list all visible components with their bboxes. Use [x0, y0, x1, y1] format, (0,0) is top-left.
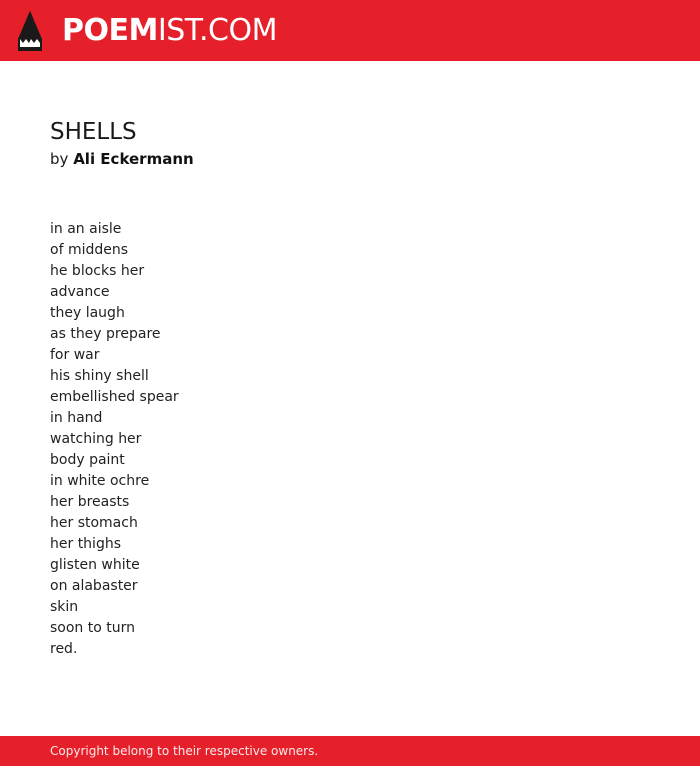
- poem-line: he blocks her: [50, 263, 145, 279]
- poem-title: SHELLS: [50, 119, 137, 145]
- poem-line: watching her: [50, 431, 142, 447]
- poem-line: they laugh: [50, 305, 125, 321]
- site-footer: [0, 736, 700, 766]
- poem-line: in white ochre: [50, 473, 150, 489]
- poem-line: soon to turn: [50, 620, 135, 636]
- poem-line: skin: [50, 599, 79, 615]
- poem-byline: [50, 149, 194, 169]
- poem-line: her thighs: [50, 536, 121, 552]
- poem-line: as they prepare: [50, 326, 161, 342]
- poem-line: red.: [50, 641, 78, 657]
- poem-line: her stomach: [50, 515, 138, 531]
- poem-line: advance: [50, 284, 110, 300]
- poem-line: on alabaster: [50, 578, 138, 594]
- poem-line: embellished spear: [50, 389, 179, 405]
- poem-line: her breasts: [50, 494, 130, 510]
- pencil-tip-icon: [16, 9, 44, 53]
- site-logo-text: [62, 13, 277, 48]
- poem-line: for war: [50, 347, 100, 363]
- poem-line: of middens: [50, 242, 129, 258]
- logo-text-strong: POEM: [62, 13, 158, 48]
- author-name: Ali Eckermann: [73, 150, 194, 168]
- poem-line: in hand: [50, 410, 103, 426]
- poem-line: body paint: [50, 452, 125, 468]
- poem-line: his shiny shell: [50, 368, 149, 384]
- site-logo-link[interactable]: [16, 8, 277, 54]
- poem-line: glisten white: [50, 557, 140, 573]
- copyright-text: Copyright belong to their respective owners.: [50, 744, 319, 758]
- poem-line: in an aisle: [50, 221, 122, 237]
- logo-text-light: IST.COM: [157, 13, 277, 48]
- poem-body: [50, 219, 179, 660]
- by-label: by: [50, 150, 69, 168]
- site-header: [0, 0, 700, 61]
